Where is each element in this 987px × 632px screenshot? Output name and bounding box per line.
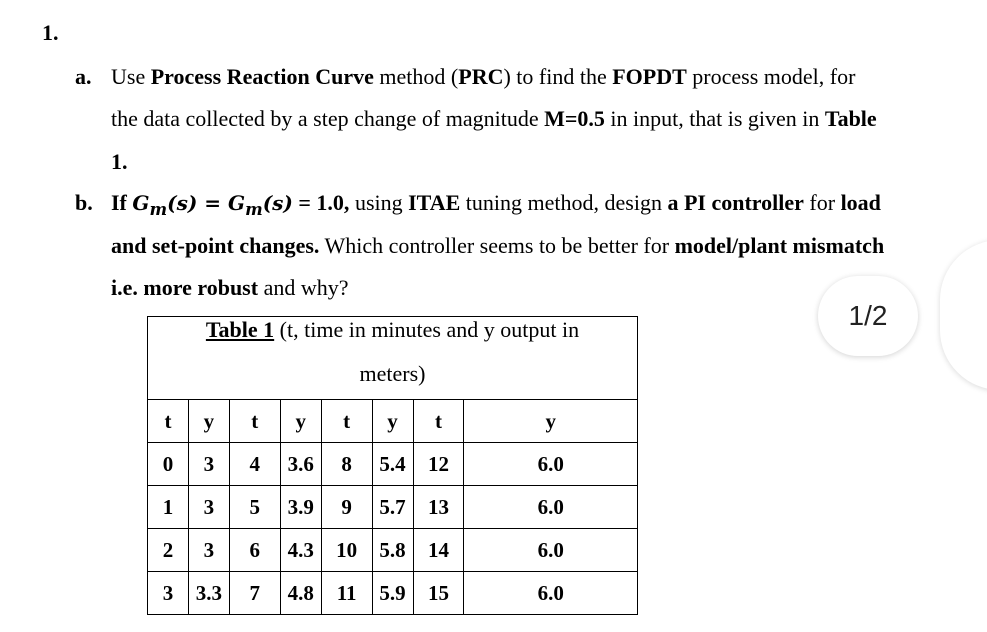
bold-text: FOPDT [612, 64, 687, 89]
text: ) to find the [503, 64, 613, 89]
table-cell: 0 [148, 443, 189, 486]
table-row [148, 486, 638, 529]
table-caption-line-1 [148, 317, 637, 343]
text: and why? [258, 275, 349, 300]
table-cell: 4.3 [280, 529, 321, 572]
table-cell: 7 [229, 572, 280, 615]
table-cell: 4.8 [280, 572, 321, 615]
table-cell: 3.6 [280, 443, 321, 486]
text: the data collected by a step change of magnitude [111, 106, 545, 131]
table-caption [147, 316, 638, 400]
table-cell: 13 [413, 486, 464, 529]
table-cell: 6.0 [464, 572, 638, 615]
table-header-row [148, 400, 638, 443]
table-cell: 3 [148, 572, 189, 615]
table-cell: 5.7 [372, 486, 413, 529]
eq-arg: (s) [167, 191, 198, 215]
table-cell: 5.9 [372, 572, 413, 615]
table-cell: 6 [229, 529, 280, 572]
table-cell: 3 [188, 486, 229, 529]
text: Which controller seems to be better for [319, 233, 675, 258]
bold-text: Process Reaction Curve [150, 64, 374, 89]
table-cell: 5.4 [372, 443, 413, 486]
bold-text: If [111, 190, 133, 215]
eq-symbol: G [132, 191, 150, 215]
table-cell: 1 [148, 486, 189, 529]
problem-number: 1. [42, 20, 59, 45]
equation-gm-2 [227, 191, 293, 219]
text: for [803, 190, 841, 215]
table-header-cell: y [372, 400, 413, 443]
bold-text: Table [824, 106, 877, 131]
table-header-cell: t [413, 400, 464, 443]
part-a-label: a. [75, 64, 92, 89]
eq-value: = 1.0, [292, 190, 350, 215]
table-caption-text: (t, time in minutes and y output in [274, 317, 580, 342]
bold-text: M=0.5 [544, 106, 605, 131]
table-header-cell: t [148, 400, 189, 443]
table-cell: 3 [188, 529, 229, 572]
table-header-cell: t [321, 400, 372, 443]
table-cell: 15 [413, 572, 464, 615]
text: method ( [373, 64, 459, 89]
table-caption-line-2: meters) [359, 361, 426, 386]
eq-arg: (s) [262, 191, 293, 215]
eq-subscript: m [149, 199, 168, 219]
part-a-line-2 [111, 106, 877, 132]
table-cell: 10 [321, 529, 372, 572]
bold-text: i.e. more robust [111, 275, 259, 300]
bold-text: ITAE [408, 190, 461, 215]
bold-text: load [840, 190, 881, 215]
table-title: Table 1 [205, 317, 275, 342]
part-a-line-1 [111, 64, 855, 90]
text: in input, that is given in [604, 106, 825, 131]
table-cell: 3.3 [188, 572, 229, 615]
page-indicator: 1/2 [818, 276, 918, 356]
table-cell: 6.0 [464, 486, 638, 529]
table-header-cell: t [229, 400, 280, 443]
table-header-cell: y [280, 400, 321, 443]
bold-text: and set-point changes. [111, 233, 320, 258]
table-cell: 14 [413, 529, 464, 572]
table-cell: 6.0 [464, 443, 638, 486]
text: Use [111, 64, 151, 89]
data-table-block [147, 316, 638, 605]
table-cell: 3.9 [280, 486, 321, 529]
eq-subscript: m [245, 199, 263, 219]
table-header-cell: y [188, 400, 229, 443]
table-cell: 2 [148, 529, 189, 572]
eq-symbol: G [227, 191, 246, 215]
bold-text: PRC [458, 64, 504, 89]
table-cell: 5.8 [372, 529, 413, 572]
bold-text: a PI controller [667, 190, 804, 215]
table-cell: 3 [188, 443, 229, 486]
text: using [349, 190, 409, 215]
table-row [148, 443, 638, 486]
table-row [148, 529, 638, 572]
table-cell: 8 [321, 443, 372, 486]
table-cell: 5 [229, 486, 280, 529]
table-row [148, 572, 638, 615]
text: process model, for [686, 64, 856, 89]
part-b-label: b. [75, 190, 93, 215]
table-header-cell: y [464, 400, 638, 443]
part-b-line-1 [111, 190, 881, 219]
part-b-line-2 [111, 233, 884, 259]
eq-equals: = [197, 191, 228, 215]
table-cell: 9 [321, 486, 372, 529]
side-overlay-button[interactable] [940, 240, 987, 390]
data-table [147, 399, 638, 615]
table-cell: 11 [321, 572, 372, 615]
table-cell: 6.0 [464, 529, 638, 572]
part-b-line-3 [111, 275, 348, 301]
table-cell: 4 [229, 443, 280, 486]
table-cell: 12 [413, 443, 464, 486]
part-a-line-3: 1. [111, 149, 128, 174]
bold-text: model/plant mismatch [674, 233, 885, 258]
text: tuning method, design [460, 190, 668, 215]
equation-gm-1 [132, 191, 198, 219]
